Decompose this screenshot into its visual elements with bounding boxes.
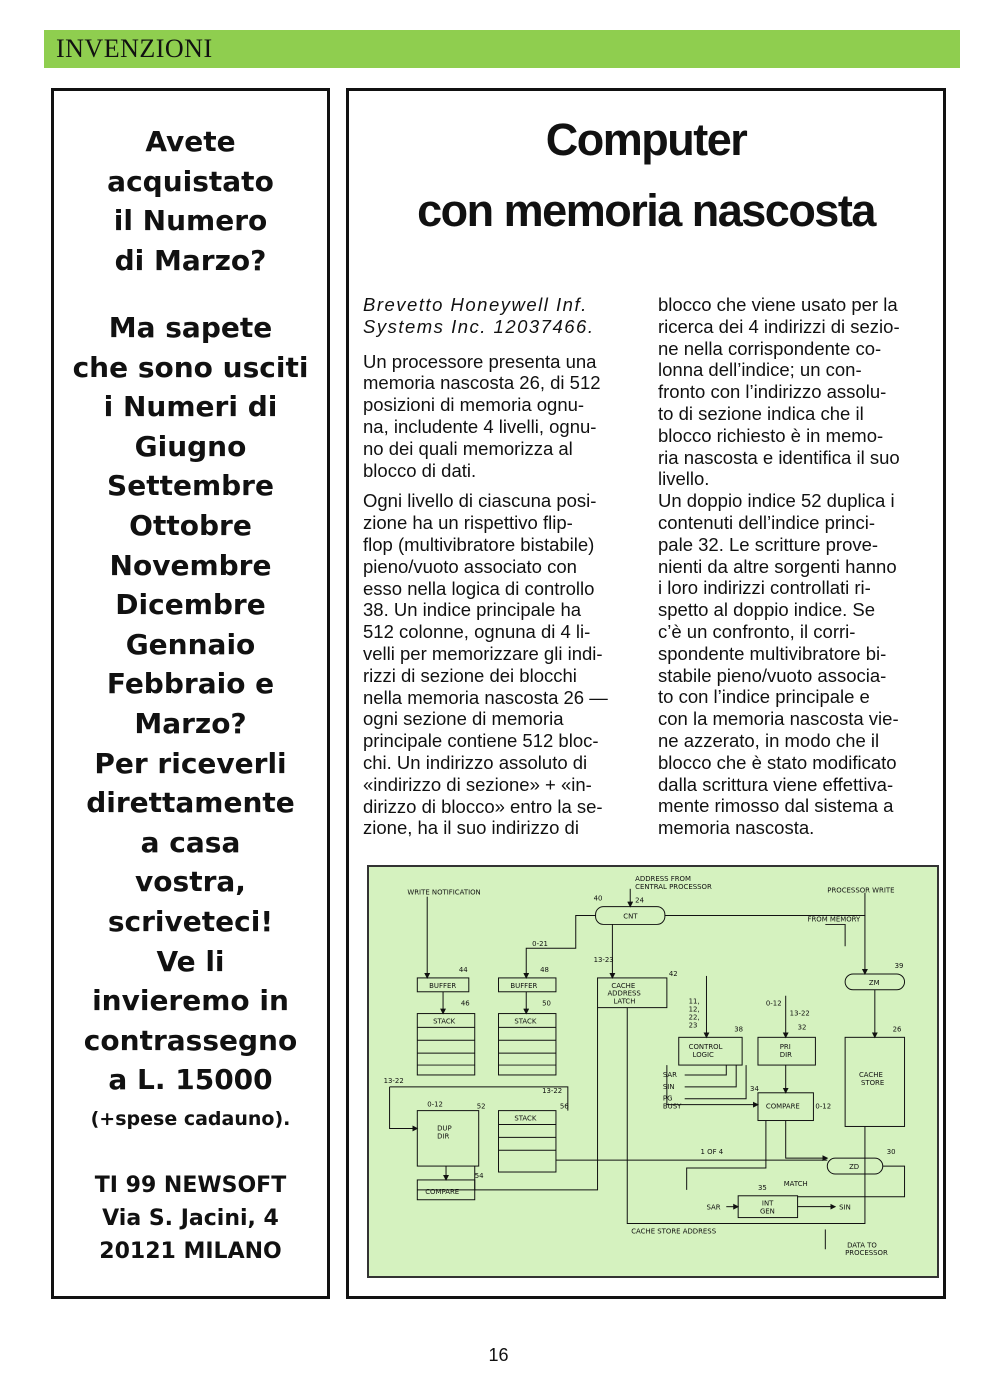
diagram-svg xyxy=(369,867,937,1276)
text-line: Systems Inc. 12037466. xyxy=(363,315,595,337)
text-line: spondente multivibratore bi- xyxy=(658,642,887,664)
text-line: «indirizzo di sezione» + «in- xyxy=(363,773,592,795)
text-line: nienti da altre sorgenti hanno xyxy=(658,555,897,577)
label-23: 23 xyxy=(688,1021,698,1030)
text-line: blocco che viene usato per la xyxy=(658,294,898,315)
text-line: na, includente 4 livelli, ognu- xyxy=(363,415,597,437)
ad-line: Avete xyxy=(145,125,236,158)
text-line: pale 32. Le scritture prove- xyxy=(658,533,879,555)
ad-line: Giugno xyxy=(134,429,247,463)
ad-question-2 xyxy=(54,308,327,1139)
label-buffer-1: BUFFER xyxy=(429,981,457,990)
label-pri-dir: DIR xyxy=(779,1051,792,1060)
text-line: 512 colonne, ognuna di 4 li- xyxy=(363,621,591,643)
ad-address-line: TI 99 NEWSOFT xyxy=(94,1173,287,1198)
ad-line: a L. 15000 xyxy=(108,1063,273,1097)
paragraph xyxy=(658,490,938,839)
label-13-23: 13-23 xyxy=(593,956,614,965)
text-line: velli per memorizzare gli indi- xyxy=(363,642,603,664)
cache-block-diagram xyxy=(367,865,939,1278)
label-dup-dir: DIR xyxy=(437,1132,450,1141)
label-56: 56 xyxy=(559,1102,569,1111)
label-stack-3: STACK xyxy=(514,1114,537,1123)
label-46: 46 xyxy=(460,999,470,1008)
text-line: dirizzo di blocco» entro la se- xyxy=(363,795,603,817)
text-line: ricerca dei 4 indirizzi di sezio- xyxy=(658,315,900,337)
ad-line: che sono usciti xyxy=(72,350,309,384)
label-cache-store-2: STORE xyxy=(860,1078,885,1087)
ad-price-note: (+spese cadauno). xyxy=(90,1107,291,1130)
section-header-bar xyxy=(44,30,960,68)
label-13-22-a: 13-22 xyxy=(789,1009,810,1018)
paragraph xyxy=(363,351,643,482)
text-line: 38. Un indice principale ha xyxy=(363,599,582,621)
label-logic: LOGIC xyxy=(692,1051,714,1060)
ad-line: direttamente xyxy=(86,786,295,820)
label-cache-latch-2: ADDRESS xyxy=(607,989,641,998)
label-22: 22, xyxy=(688,1013,700,1022)
text-line: zione ha un rispettivo flip- xyxy=(363,512,573,534)
label-buffer-2: BUFFER xyxy=(510,981,538,990)
ad-line: il Numero xyxy=(113,204,268,238)
ad-line: di Marzo? xyxy=(114,243,267,277)
label-cache-store-1: CACHE xyxy=(858,1070,883,1079)
ad-line: Ma sapete xyxy=(108,311,273,344)
label-dup: DUP xyxy=(437,1124,452,1133)
label-stack-1: STACK xyxy=(433,1017,456,1026)
label-address-from: ADDRESS FROM xyxy=(635,874,691,883)
article-title-line-1: Computer xyxy=(545,114,747,165)
label-35: 35 xyxy=(757,1183,767,1192)
label-processor-write: PROCESSOR WRITE xyxy=(827,886,895,895)
text-line: no dei quali memorizza al xyxy=(363,437,573,459)
label-stack-2: STACK xyxy=(514,1017,537,1026)
text-line: Brevetto Honeywell Inf. xyxy=(363,294,588,315)
label-32: 32 xyxy=(797,1023,807,1032)
text-line: to con l’indice principale e xyxy=(658,686,870,708)
label-cache-latch-3: LATCH xyxy=(613,997,636,1006)
ad-line: Ottobre xyxy=(129,508,252,542)
label-zd: ZD xyxy=(849,1163,860,1172)
text-line: ne azzerato, in modo che il xyxy=(658,729,880,751)
ad-line: Gennaio xyxy=(125,627,256,661)
text-line: c’è un confronto, il corri- xyxy=(658,620,856,642)
ad-line: a casa xyxy=(140,825,241,859)
label-pri: PRI xyxy=(779,1043,791,1052)
label-sin-2: SIN xyxy=(839,1203,851,1212)
text-line: nella memoria nascosta 26 — xyxy=(363,686,608,708)
text-line: esso nella logica di controllo xyxy=(363,577,595,599)
label-24: 24 xyxy=(635,896,644,905)
text-line: ne nella corrispondente co- xyxy=(658,337,882,359)
label-write-notification: WRITE NOTIFICATION xyxy=(407,888,481,897)
ad-line: scriveteci! xyxy=(107,904,274,938)
patent-reference xyxy=(363,294,643,338)
text-line: blocco che è stato modificato xyxy=(658,751,897,773)
text-line: blocco richiesto è in memo- xyxy=(658,424,884,446)
label-50: 50 xyxy=(542,999,551,1008)
label-cnt: CNT xyxy=(623,912,638,921)
ad-line: Settembre xyxy=(107,469,274,503)
text-line: rizzi di sezione dei blocchi xyxy=(363,664,577,686)
ad-line: Novembre xyxy=(109,548,272,582)
text-line: livello. xyxy=(658,468,710,490)
label-0-12-a: 0-12 xyxy=(765,999,782,1008)
text-line: zione, ha il suo indirizzo di xyxy=(363,817,579,839)
text-line: memoria nascosta 26, di 512 xyxy=(363,372,601,394)
text-line: posizioni di memoria ognu- xyxy=(363,394,585,416)
text-line: contenuti dell’indice princi- xyxy=(658,511,875,533)
label-sar-1: SAR xyxy=(662,1070,677,1079)
text-line: ria nascosta e identifica il suo xyxy=(658,446,900,468)
text-line: mente rimosso dal sistema a xyxy=(658,795,894,817)
label-54: 54 xyxy=(474,1171,484,1180)
text-line: principale contiene 512 bloc- xyxy=(363,730,599,752)
label-42: 42 xyxy=(668,969,678,978)
article-title-line-2: con memoria nascosta xyxy=(417,185,875,236)
label-from-memory: FROM MEMORY xyxy=(807,915,861,924)
label-int-gen: GEN xyxy=(759,1207,775,1216)
label-control: CONTROL xyxy=(688,1043,723,1052)
label-0-12-c: 0-12 xyxy=(427,1100,443,1109)
ad-line: Febbraio e xyxy=(106,667,275,701)
label-processor: PROCESSOR xyxy=(845,1249,888,1258)
ad-line: Ve li xyxy=(156,944,225,978)
label-48: 48 xyxy=(540,965,549,974)
ad-address-line: Via S. Jacini, 4 xyxy=(102,1206,279,1231)
ad-line: acquistato xyxy=(107,164,274,198)
label-pg: PG xyxy=(662,1094,673,1103)
text-line: chi. Un indirizzo assoluto di xyxy=(363,751,588,773)
paragraph xyxy=(658,294,938,490)
text-line: blocco di dati. xyxy=(363,459,477,481)
ad-line: Dicembre xyxy=(115,588,266,622)
text-line: spetto al doppio indice. Se xyxy=(658,599,876,621)
ad-line: vostra, xyxy=(135,865,246,899)
text-line: Un doppio indice 52 duplica i xyxy=(658,490,895,512)
label-12: 12, xyxy=(688,1005,700,1014)
label-30: 30 xyxy=(886,1148,896,1157)
label-busy: BUSY xyxy=(662,1102,682,1111)
ad-line: Marzo? xyxy=(134,706,247,740)
text-line: con la memoria nascosta vie- xyxy=(658,708,899,730)
label-34: 34 xyxy=(750,1084,759,1093)
label-44: 44 xyxy=(458,965,468,974)
ad-line: i Numeri di xyxy=(103,390,278,424)
subscription-ad-box xyxy=(51,88,330,1299)
label-40: 40 xyxy=(593,894,603,903)
text-line: stabile pieno/vuoto associa- xyxy=(658,664,887,686)
text-line: pieno/vuoto associato con xyxy=(363,555,577,577)
text-line: fronto con l’indirizzo assolu- xyxy=(658,381,887,403)
text-line: memoria nascosta. xyxy=(658,817,815,839)
label-1-of-4: 1 OF 4 xyxy=(700,1148,724,1157)
text-line: lonna dell’indice; un con- xyxy=(658,359,862,381)
label-11: 11, xyxy=(688,997,700,1006)
text-line: i loro indirizzi controllati ri- xyxy=(658,577,871,599)
label-central-processor: CENTRAL PROCESSOR xyxy=(635,882,712,891)
label-match: MATCH xyxy=(783,1179,808,1188)
text-line: Un processore presenta una xyxy=(363,350,597,372)
label-sar-2: SAR xyxy=(706,1203,721,1212)
label-zm: ZM xyxy=(868,978,880,987)
label-52: 52 xyxy=(476,1102,486,1111)
label-0-21: 0-21 xyxy=(532,940,548,949)
label-int: INT xyxy=(761,1199,774,1208)
label-data-to: DATA TO xyxy=(847,1241,877,1250)
ad-address xyxy=(54,1169,327,1268)
label-13-22-c: 13-22 xyxy=(542,1086,563,1095)
article-column-2 xyxy=(658,294,938,839)
text-line: to di sezione indica che il xyxy=(658,402,864,424)
label-39: 39 xyxy=(894,962,904,971)
article-column-1 xyxy=(363,294,643,839)
label-0-12-b: 0-12 xyxy=(815,1102,832,1111)
ad-address-line: 20121 MILANO xyxy=(99,1239,282,1264)
ad-question-1 xyxy=(54,122,327,280)
label-sin: SIN xyxy=(662,1082,675,1091)
text-line: ogni sezione di memoria xyxy=(363,708,564,730)
ad-line: contrassegno xyxy=(83,1023,298,1057)
ad-line: Per riceverli xyxy=(94,746,287,780)
section-title: INVENZIONI xyxy=(56,34,213,63)
text-line: Ogni livello di ciascuna posi- xyxy=(363,490,597,512)
page-number: 16 xyxy=(488,1345,509,1365)
label-26: 26 xyxy=(892,1025,902,1034)
ad-line: invieremo in xyxy=(92,984,289,1018)
text-line: dalla scrittura viene effettiva- xyxy=(658,773,894,795)
label-cache-latch-1: CACHE xyxy=(611,981,636,990)
label-compare-1: COMPARE xyxy=(425,1187,460,1196)
label-cache-store-address: CACHE STORE ADDRESS xyxy=(631,1227,717,1236)
label-compare-2: COMPARE xyxy=(765,1102,800,1111)
label-13-22-b: 13-22 xyxy=(383,1076,404,1085)
text-line: flop (multivibratore bistabile) xyxy=(363,533,595,555)
label-38: 38 xyxy=(734,1025,744,1034)
paragraph xyxy=(363,490,643,839)
